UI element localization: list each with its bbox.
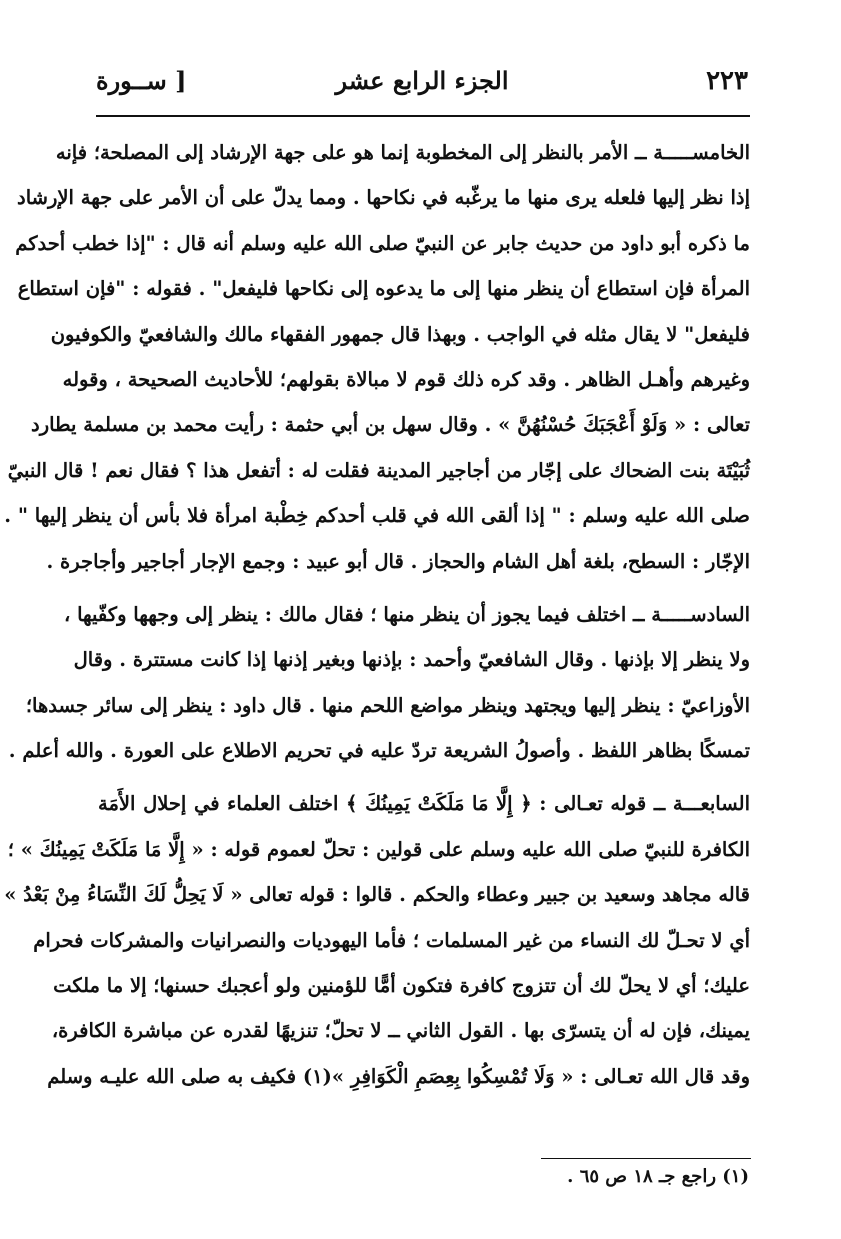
text-line: السابعـــة ــ قوله تعـالى : ﴿ إِلَّا مَا مَلَكَتْ يَمِينُكَ ﴾ اختلف العلماء في إحلال الأَمَة (98, 792, 750, 816)
text-line: عليك؛ أي لا يحلّ لك أن تتزوج كافرة فتكون أمًّا للؤمنين ولو أعجبك حسنها؛ إلا ما ملكت (53, 974, 750, 998)
paragraph-fifth (4, 130, 750, 584)
paragraph-seventh (4, 781, 750, 1099)
text-line: ما ذكره أبو داود من حديث جابر عن النبيّ صلى الله عليه وسلم أنه قال : "إذا خطب أحدكم (15, 231, 750, 255)
text-line: وغيرهم وأهـل الظاهر . وقد كره ذلك قوم لا مبالاة بقولهم؛ للأحاديث الصحيحة ، وقوله (62, 367, 750, 391)
text-line: يمينك، فإن له أن يتسرّى بها . القول الثاني ــ لا تحلّ؛ تنزيهًا لقدره عن مباشرة الكافرة، (51, 1019, 750, 1043)
text-line: السادســـــة ــ اختلف فيما يجوز أن ينظر منها ؛ فقال مالك : ينظر إلى وجهها وكفّيها ، (64, 602, 750, 626)
body-text (4, 130, 750, 1099)
text-line: وقد قال الله تعـالى : « وَلَا تُمْسِكُوا بِعِصَمِ الْكَوَافِرِ »(١) فكيف به صلى الله عليـه وسلم (47, 1064, 750, 1088)
header-rule (96, 115, 750, 117)
paragraph-sixth (8, 592, 750, 774)
surah-label: [ ســورة (96, 66, 187, 95)
text-line: أي لا تحـلّ لك النساء من غير المسلمات ؛ فأما اليهوديات والنصرانيات والمشركات فحرام (33, 928, 750, 952)
text-line: إذا نظر إليها فلعله يرى منها ما يرغّبه في نكاحها . ومما يدلّ على أن الأمر على جهة الإرشاد (17, 186, 750, 210)
text-line: فليفعل" لا يقال مثله في الواجب . وبهذا قال جمهور الفقهاء مالك والشافعيّ والكوفيون (50, 322, 750, 346)
paragraph-gap (98, 773, 750, 781)
text-line: ولا ينظر إلا بإذنها . وقال الشافعيّ وأحمد : بإذنها وبغير إذنها إذا كانت مستترة . وقال (73, 648, 750, 672)
text-line: تعالى : « وَلَوْ أَعْجَبَكَ حُسْنُهُنَّ » . وقال سهل بن أبي حثمة : رأيت محمد بن مسلمة يطارد (31, 413, 750, 437)
page-number: ٢٢٣ (706, 66, 748, 96)
text-line: ثُبَيْتَة بنت الضحاك على إجّار من أجاجير المدينة فقلت له : أتفعل هذا ؟ فقال نعم ! قال النبيّ (7, 458, 750, 482)
text-line: الإجّار : السطح، بلغة أهل الشام والحجاز . قال أبو عبيد : وجمع الإجار أجاجير وأجاجرة . (46, 549, 750, 573)
text-line: صلى الله عليه وسلم : " إذا ألقى الله في قلب أحدكم خِطْبة امرأة فلا بأس أن ينظر إليها " . (4, 504, 750, 528)
running-title: الجزء الرابع عشر (335, 66, 509, 95)
text-line: الخامســـــة ــ الأمر بالنظر إلى المخطوبة إنما هو على جهة الإرشاد إلى المصلحة؛ فإنه (55, 141, 750, 164)
text-line: تمسكًا بظاهر اللفظ . وأصولُ الشريعة تردّ عليه في تحريم الاطلاع على العورة . والله أعلم . (8, 739, 750, 763)
text-line: المرأة فإن استطاع أن ينظر منها إلى ما يدعوه إلى نكاحها فليفعل" . فقوله : "فإن استطاع (17, 277, 750, 301)
text-line: الكافرة للنبيّ صلى الله عليه وسلم على قولين : تحلّ لعموم قوله : « إِلَّا مَا مَلَكَتْ يَمِينُكَ » ؛ (7, 837, 750, 861)
paragraph-gap (98, 584, 750, 592)
text-line: قاله مجاهد وسعيد بن جبير وعطاء والحكم . قالوا : قوله تعالى « لَا يَحِلُّ لَكَ النِّسَاءُ مِنْ بَعْدُ » (4, 883, 750, 907)
footnote-rule (541, 1158, 751, 1159)
page-header (96, 62, 748, 106)
footnote: (١) راجع جـ ١٨ ص ٦٥ . (567, 1166, 749, 1187)
text-line: الأوزاعيّ : ينظر إليها ويجتهد وينظر مواضع اللحم منها . قال داود : ينظر إلى سائر جسدها؛ (25, 693, 750, 717)
